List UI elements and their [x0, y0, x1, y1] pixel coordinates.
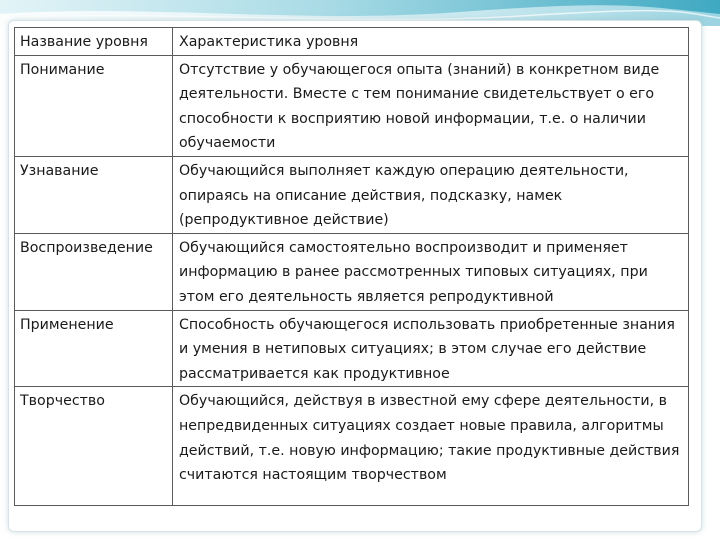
- header-description-cell: Характеристика уровня: [173, 28, 689, 56]
- table-header-row: [15, 28, 689, 56]
- table-row: [15, 387, 689, 506]
- level-description-cell: Обучающийся выполняет каждую операцию деятельности, опираясь на описание действия, подсказку, намек (репродуктивное действие): [173, 156, 689, 233]
- level-description-cell: Обучающийся, действуя в известной ему сфере деятельности, в непредвиденных ситуациях создает новые правила, алгоритмы действий, т.е. новую информацию; такие продуктивные действия считаются настоящим творчеством: [173, 387, 689, 506]
- level-name-cell: Применение: [15, 310, 173, 387]
- level-name-cell: Понимание: [15, 55, 173, 156]
- header-name-cell: Название уровня: [15, 28, 173, 56]
- level-name-cell: Творчество: [15, 387, 173, 506]
- levels-table: [14, 27, 689, 506]
- level-description-cell: Обучающийся самостоятельно воспроизводит и применяет информацию в ранее рассмотренных типовых ситуациях, при этом его деятельность является репродуктивной: [173, 233, 689, 310]
- level-name-cell: Воспроизведение: [15, 233, 173, 310]
- table-row: [15, 310, 689, 387]
- level-name-cell: Узнавание: [15, 156, 173, 233]
- level-description-cell: Способность обучающегося использовать приобретенные знания и умения в нетиповых ситуациях; в этом случае его действие рассматривается как продуктивное: [173, 310, 689, 387]
- table-row: [15, 156, 689, 233]
- table-row: [15, 55, 689, 156]
- table-row: [15, 233, 689, 310]
- level-description-cell: Отсутствие у обучающегося опыта (знаний) в конкретном виде деятельности. Вместе с тем понимание свидетельствует о его способности к восприятию новой информации, т.е. о наличии обучаемости: [173, 55, 689, 156]
